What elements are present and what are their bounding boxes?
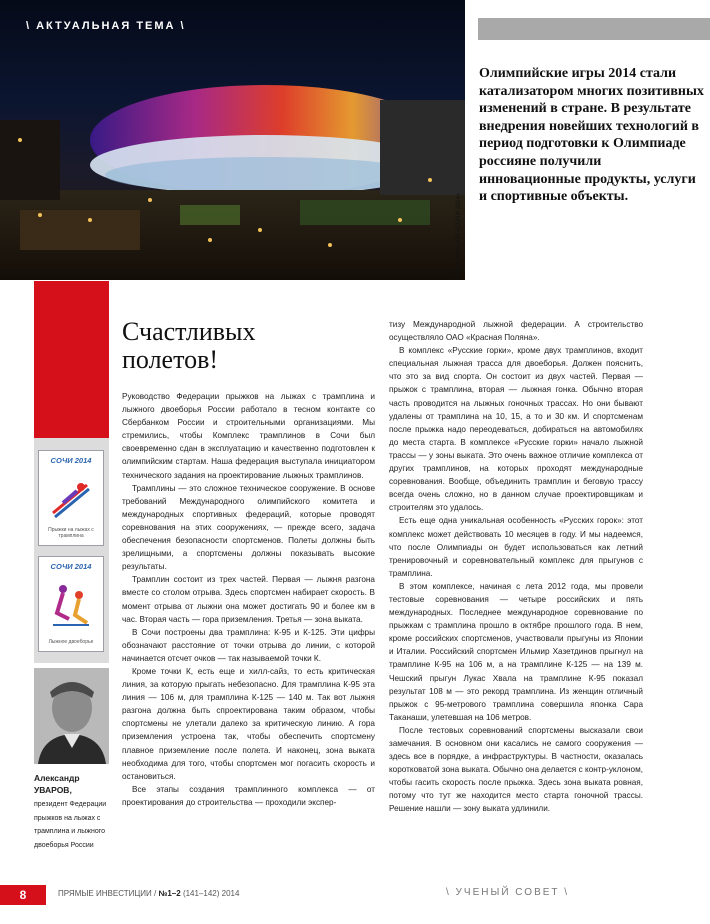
- paragraph: Трамплин состоит из трех частей. Первая — лыжня разгона вместе со столом отрыва. Здесь спортсмен набирает скорость. В момент отрыва от лыжни она может достигать 90 и более км в час. Вторая часть — гора приземления. Третья — зона выката.: [122, 575, 375, 624]
- publication-name: ПРЯМЫЕ ИНВЕСТИЦИИ /: [58, 889, 157, 898]
- paragraph: В Сочи построены два трамплина: К-95 и К-125. Эти цифры обозначают расстояние от точки отрыва до линии, с которой начинается отсчет очков — так называемой точки К.: [122, 627, 375, 663]
- paragraph: В комплекс «Русские горки», кроме двух трамплинов, входит специальная лыжная трасса для двоеборья. Должен пояснить, что это за вид спорта. Он состоит из двух частей. Первая — прыжок с трамплина, вторая — лыжная гонка. Обычно вторая часть проводится на лыжных гоночных трассах. Но они бывают удалены от трамплина на 10, 15, а то и 30 км. И спортсменам после прыжка надо переодеваться, добираться на автомобилях до места старта. В комплексе «Русские горки» начало лыжной трассы — у зоны выката. Это очень важное отличие комплекса от других трамплинов, на которых проходят международные соревнования. Вообще, объединить трамплин и беговую трассу всегда очень сложно, но в данном случае проектировщикам и строителям это удалось.: [389, 346, 643, 513]
- decorative-bar: [478, 18, 710, 40]
- ski-jumper-pictogram-icon: [49, 473, 93, 523]
- logo-caption: Лыжное двоеборье: [48, 639, 94, 645]
- author-last-name: УВАРОВ,: [34, 785, 72, 795]
- page-number: 8: [0, 885, 46, 905]
- publication-info: [58, 889, 239, 898]
- logo-title: СОЧИ 2014: [50, 456, 92, 465]
- paragraph: Трамплины — это сложное техническое сооружение. В основе требований Международного олимпийского комитета и международных спортивных федераций, которые проводят соревнования на этих сооружениях, — прежде всего, задача обеспечения безопасности спортсменов. Полеты должны быть зрелищными, а спортсмены должны показывать высокие результаты.: [122, 483, 375, 572]
- author-first-name: Александр: [34, 773, 80, 783]
- paragraph: тизу Международной лыжной федерации. А строительство осуществляло ОАО «Красная Поляна».: [389, 320, 643, 343]
- paragraph: Кроме точки К, есть еще и хилл-сайз, то есть критическая линия, за которую прыгать небезопасно. Для трамплина К-95 эта линия — 106 м, для трамплина К-125 — 140 м. Так вот лыжня разгона должна быть спроектирована таким образом, чтобы спортсмены не улетали далеко за критическую линию. А гора приземления устроена так, чтобы обеспечить спортсмену плавное приземление после полета. И наконец, зона выката необходима для того, чтобы спортсмен мог погасить скорость и остановиться.: [122, 666, 375, 781]
- article-title: [122, 318, 292, 374]
- author-role: президент Федерации прыжков на лыжах с трамплина и лыжного двоеборья России: [34, 801, 107, 849]
- paragraph: Есть еще одна уникальная особенность «Русских горок»: этот комплекс может действовать 10 месяцев в году. И мы надеемся, что после Олимпиады он будет использоваться как летний тренировочный и соревновательный комплекс для прыгунов с трамплина.: [389, 516, 643, 578]
- paragraph: Руководство Федерации прыжков на лыжах с трамплина и лыжного двоеборья России работало в тесном контакте со Сбербанком России и строительными организациями. Мы стремились, чтобы Комплекс трамплинов в Сочи был своевременно сдан в эксплуатацию и качественно подготовлен к олимпийским стартам. Наша федерация выступала инициатором технического задания на проектирование лыжных трамплинов.: [122, 392, 375, 480]
- photo-credit: ФОТО: АНО «ОК «СОЧИ 2014»: [456, 192, 462, 280]
- stadium-illustration: [0, 0, 465, 280]
- lead-paragraph: Олимпийские игры 2014 стали катализатором многих позитивных изменений в стране. В результате внедрения новейших технологий в период подготовки к Олимпиаде россияне получили инновационные продукты, услуги и спортивные объекты.: [479, 66, 704, 205]
- hero-photo: [0, 0, 465, 280]
- footer-section: \ УЧЕНЫЙ СОВЕТ \: [446, 887, 570, 898]
- nordic-combined-pictogram-icon: [49, 579, 93, 629]
- issue-detail: (141–142) 2014: [182, 889, 240, 898]
- paragraph: В этом комплексе, начиная с лета 2012 года, мы провели тестовые соревнования — четыре российских и пять международных. Последнее международное соревнование по прыжкам с трамплина прошло в октябре прошлого года. В нем, кроме российских спортсменов, участвовали прыгуны из Японии и Италии. Российский спортсмен Ильмир Хазетдинов прыгнул на трамплине К-95 на 106 м, а на трамплине К-125 — на 139 м. Чешский прыгун Лукас Хвала на трамплине К-95 показал результат 108 м — это рекорд трамплина. Из женщин отличный прыжок с 95-метрового трамплина совершила японка Сара Таканаши, улетевшая на 106 метров.: [389, 581, 643, 722]
- title-line: Счастливых полетов!: [122, 317, 256, 374]
- paragraph: После тестовых соревнований спортсмены высказали свои замечания. В основном они касались не самого сооружения — здесь все в порядке, а инфраструктуры. В частности, оказалась коротковатой зона выката. Обычно она делается с контр-уклоном, чтобы гасить скорость после прыжка. Здесь зона выката ровная, потому что тут же находится место старта гоночной трассы. Решение нашли — зону выката удлинили.: [389, 725, 643, 814]
- sochi-ski-jumping-logo: [38, 450, 104, 546]
- article-column-2: [389, 318, 643, 816]
- section-topic: \ АКТУАЛЬНАЯ ТЕМА \: [26, 20, 186, 32]
- logo-title: СОЧИ 2014: [50, 562, 92, 571]
- logo-caption: Прыжки на лыжах с трамплина: [48, 527, 94, 539]
- paragraph: Все этапы создания трамплинного комплекса — от проектирования до строительства — проходили экспер-: [122, 784, 375, 807]
- author-photo-placeholder: [34, 668, 109, 764]
- issue-number: №1–2: [158, 889, 181, 898]
- author-name: [34, 772, 114, 796]
- sochi-nordic-combined-logo: [38, 556, 104, 652]
- red-accent-block: [34, 281, 109, 438]
- author-portrait: [34, 668, 109, 764]
- article-column-1: [122, 390, 375, 809]
